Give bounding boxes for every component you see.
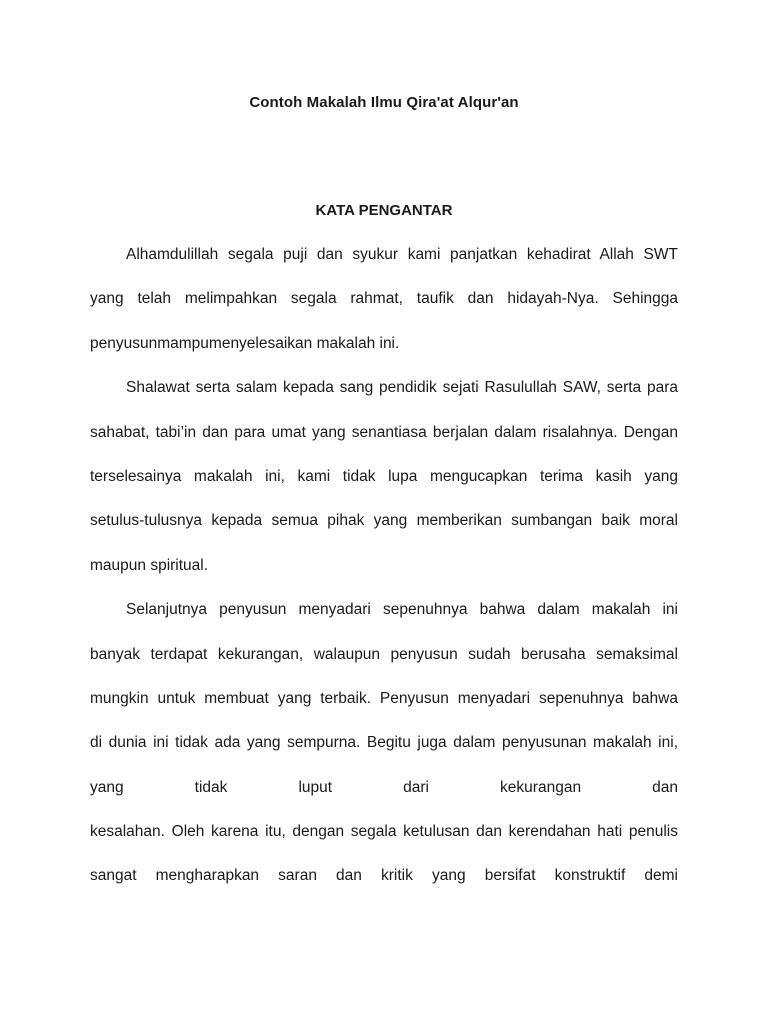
text-line: yang tidak luput dari kekurangan dan bbox=[90, 778, 678, 796]
text-line: kesalahan. Oleh karena itu, dengan segala ketulusan dan kerendahan hati penulis bbox=[90, 823, 678, 841]
section-heading: KATA PENGANTAR bbox=[315, 202, 453, 219]
text-line: banyak terdapat kekurangan, walaupun penyusun sudah berusaha semaksimal bbox=[90, 645, 678, 663]
text-line: Alhamdulillah segala puji dan syukur kami panjatkan kehadirat Allah SWT bbox=[126, 246, 678, 263]
text-line: sahabat, tabi’in dan para umat yang senantiasa berjalan dalam risalahnya. Dengan bbox=[90, 423, 678, 441]
text-line: mungkin untuk membuat yang terbaik. Penyusun menyadari sepenuhnya bahwa bbox=[90, 689, 678, 707]
text-line: di dunia ini tidak ada yang sempurna. Begitu juga dalam penyusunan makalah ini, bbox=[90, 734, 678, 752]
document-body bbox=[90, 240, 678, 906]
text-line: maupun spiritual. bbox=[90, 556, 209, 574]
text-line: terselesainya makalah ini, kami tidak lupa mengucapkan terima kasih yang bbox=[90, 467, 678, 485]
text-line: setulus-tulusnya kepada semua pihak yang memberikan sumbangan baik moral bbox=[90, 512, 678, 530]
text-line: sangat mengharapkan saran dan kritik yang bersifat konstruktif demi bbox=[90, 867, 678, 885]
text-line: Shalawat serta salam kepada sang pendidik sejati Rasulullah SAW, serta para bbox=[126, 379, 678, 397]
document-title: Contoh Makalah Ilmu Qira'at Alqur'an bbox=[249, 94, 519, 111]
text-line: yang telah melimpahkan segala rahmat, taufik dan hidayah-Nya. Sehingga bbox=[90, 290, 678, 308]
text-line: Selanjutnya penyusun menyadari sepenuhnya bahwa dalam makalah ini bbox=[126, 601, 678, 619]
text-line: penyusunmampumenyelesaikan makalah ini. bbox=[90, 334, 400, 352]
